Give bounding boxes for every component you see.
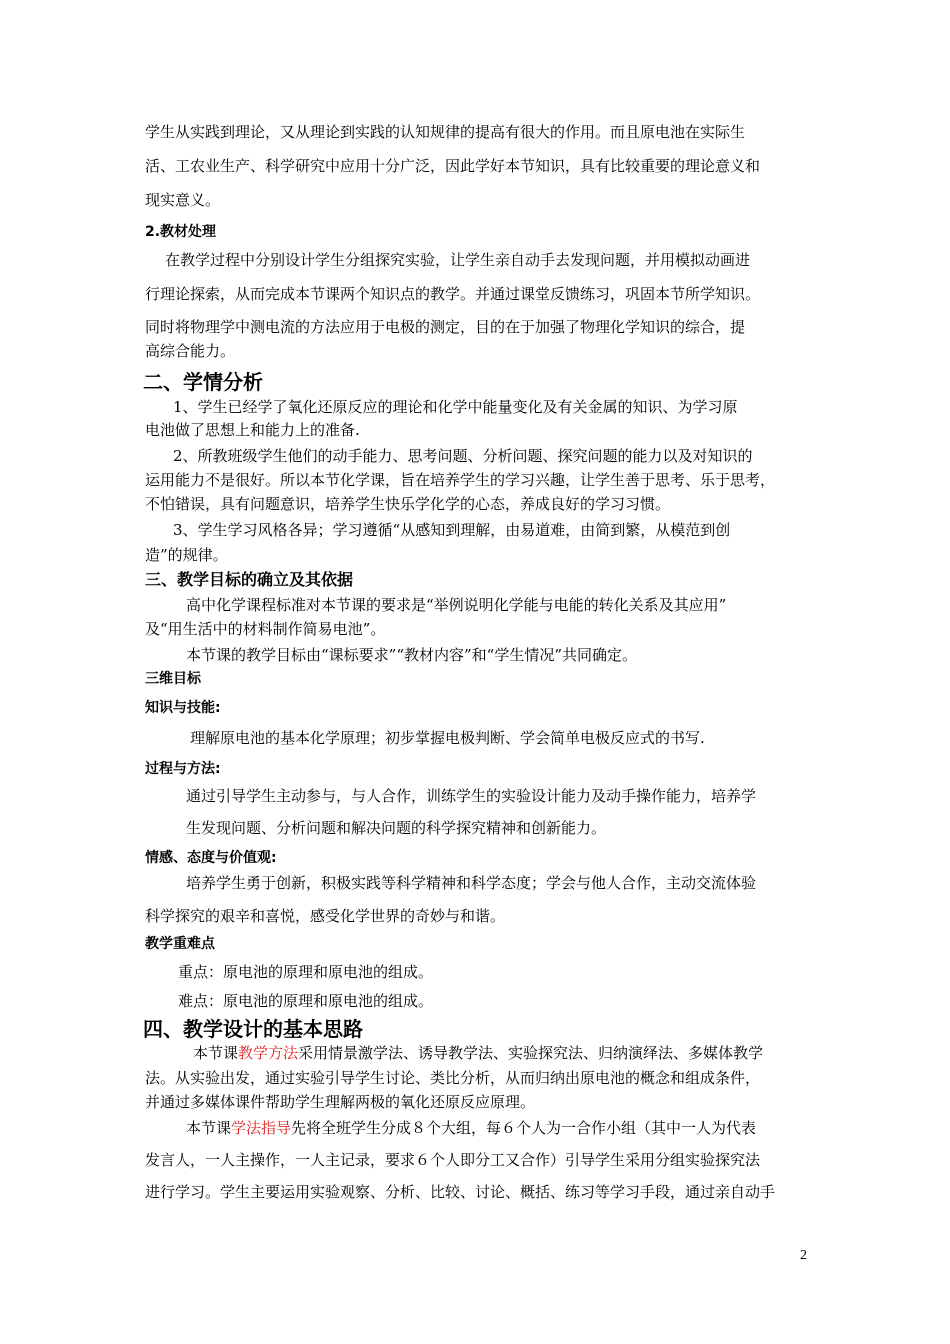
- paragraph-line: 在教学过程中分别设计学生分组探究实验，让学生亲自动手去发现问题，并用模拟动画进: [165, 251, 751, 269]
- paragraph-line: 通过引导学生主动参与，与人合作，训练学生的实验设计能力及动手操作能力，培养学: [186, 787, 757, 805]
- subsection-heading: 过程与方法:: [145, 761, 221, 777]
- paragraph-line: [193, 1043, 763, 1063]
- paragraph-line: 电池做了思想上和能力上的准备.: [145, 421, 360, 439]
- paragraph-line: 生发现问题、分析问题和解决问题的科学探究精神和创新能力。: [186, 819, 607, 837]
- text-run: 本节课: [186, 1119, 232, 1137]
- paragraph-line: 3、学生学习风格各异；学习遵循“从感知到理解，由易道难，由简到繁，从模范到创: [173, 521, 731, 539]
- text-run: 采用情景激学法、诱导教学法、实验探究法、归纳演绎法、多媒体教学: [298, 1044, 764, 1062]
- paragraph-line: 科学探究的艰辛和喜悦，感受化学世界的奇妙与和谐。: [145, 907, 506, 925]
- subsection-heading: 情感、态度与价值观:: [145, 850, 277, 866]
- highlight-text: 教学方法: [238, 1044, 299, 1062]
- paragraph-line: 1、学生已经学了氧化还原反应的理论和化学中能量变化及有关金属的知识、为学习原: [173, 398, 738, 416]
- paragraph-line: 理解原电池的基本化学原理；初步掌握电极判断、学会简单电极反应式的书写.: [190, 729, 705, 747]
- subsection-heading: 三维目标: [145, 671, 201, 687]
- highlight-text: 学法指导: [231, 1119, 292, 1137]
- page-number: 2: [800, 1248, 807, 1263]
- paragraph-line: 本节课的教学目标由“课标要求”“教材内容”和“学生情况”共同确定。: [186, 646, 638, 664]
- paragraph-line: 高中化学课程标准对本节课的要求是“举例说明化学能与电能的转化关系及其应用”: [186, 596, 727, 614]
- section-heading: 二、学情分析: [143, 370, 263, 394]
- paragraph-line: 活、工农业生产、科学研究中应用十分广泛，因此学好本节知识，具有比较重要的理论意义和: [145, 157, 761, 175]
- paragraph-line: 并通过多媒体课件帮助学生理解两极的氧化还原反应原理。: [145, 1093, 536, 1111]
- paragraph-line: 2、所教班级学生他们的动手能力、思考问题、分析问题、探究问题的能力以及对知识的: [173, 447, 753, 465]
- paragraph-line: 同时将物理学中测电流的方法应用于电极的测定，目的在于加强了物理化学知识的综合，提: [145, 318, 746, 336]
- paragraph-line: 造”的规律。: [145, 546, 228, 564]
- subsection-heading: 教学重难点: [145, 936, 215, 952]
- paragraph-line: 不怕错误，具有问题意识，培养学生快乐学化学的心态，养成良好的学习习惯。: [145, 495, 671, 513]
- text-run: 先将全班学生分成８个大组，每６个人为一合作小组（其中一人为代表: [291, 1119, 757, 1137]
- paragraph-line: 高综合能力。: [145, 342, 236, 360]
- paragraph-line: 现实意义。: [145, 191, 221, 209]
- paragraph-line: 运用能力不是很好。所以本节化学课，旨在培养学生的学习兴趣，让学生善于思考、乐于思考，: [145, 471, 776, 489]
- paragraph-line: [186, 1118, 756, 1138]
- paragraph-line: 行理论探索，从而完成本节课两个知识点的教学。并通过课堂反馈练习，巩固本节所学知识。: [145, 285, 761, 303]
- paragraph-line: 进行学习。学生主要运用实验观察、分析、比较、讨论、概括、练习等学习手段，通过亲自动手: [145, 1183, 776, 1201]
- section-heading: 四、教学设计的基本思路: [143, 1017, 363, 1041]
- subsection-heading: 2.教材处理: [145, 224, 217, 240]
- paragraph-line: 法。从实验出发，通过实验引导学生讨论、类比分析，从而归纳出原电池的概念和组成条件，: [145, 1069, 761, 1087]
- paragraph-line: 及“用生活中的材料制作简易电池”。: [145, 620, 386, 638]
- paragraph-line: 培养学生勇于创新，积极实践等科学精神和科学态度；学会与他人合作，主动交流体验: [186, 874, 757, 892]
- key-point: 重点：原电池的原理和原电池的组成。: [178, 963, 434, 981]
- paragraph-line: 发言人，一人主操作，一人主记录，要求６个人即分工又合作）引导学生采用分组实验探究法: [145, 1151, 761, 1169]
- text-run: 本节课: [193, 1044, 239, 1062]
- paragraph-line: 学生从实践到理论，又从理论到实践的认知规律的提高有很大的作用。而且原电池在实际生: [145, 123, 746, 141]
- difficult-point: 难点：原电池的原理和原电池的组成。: [178, 992, 434, 1010]
- section-heading: 三、教学目标的确立及其依据: [145, 570, 354, 589]
- subsection-heading: 知识与技能:: [145, 700, 221, 716]
